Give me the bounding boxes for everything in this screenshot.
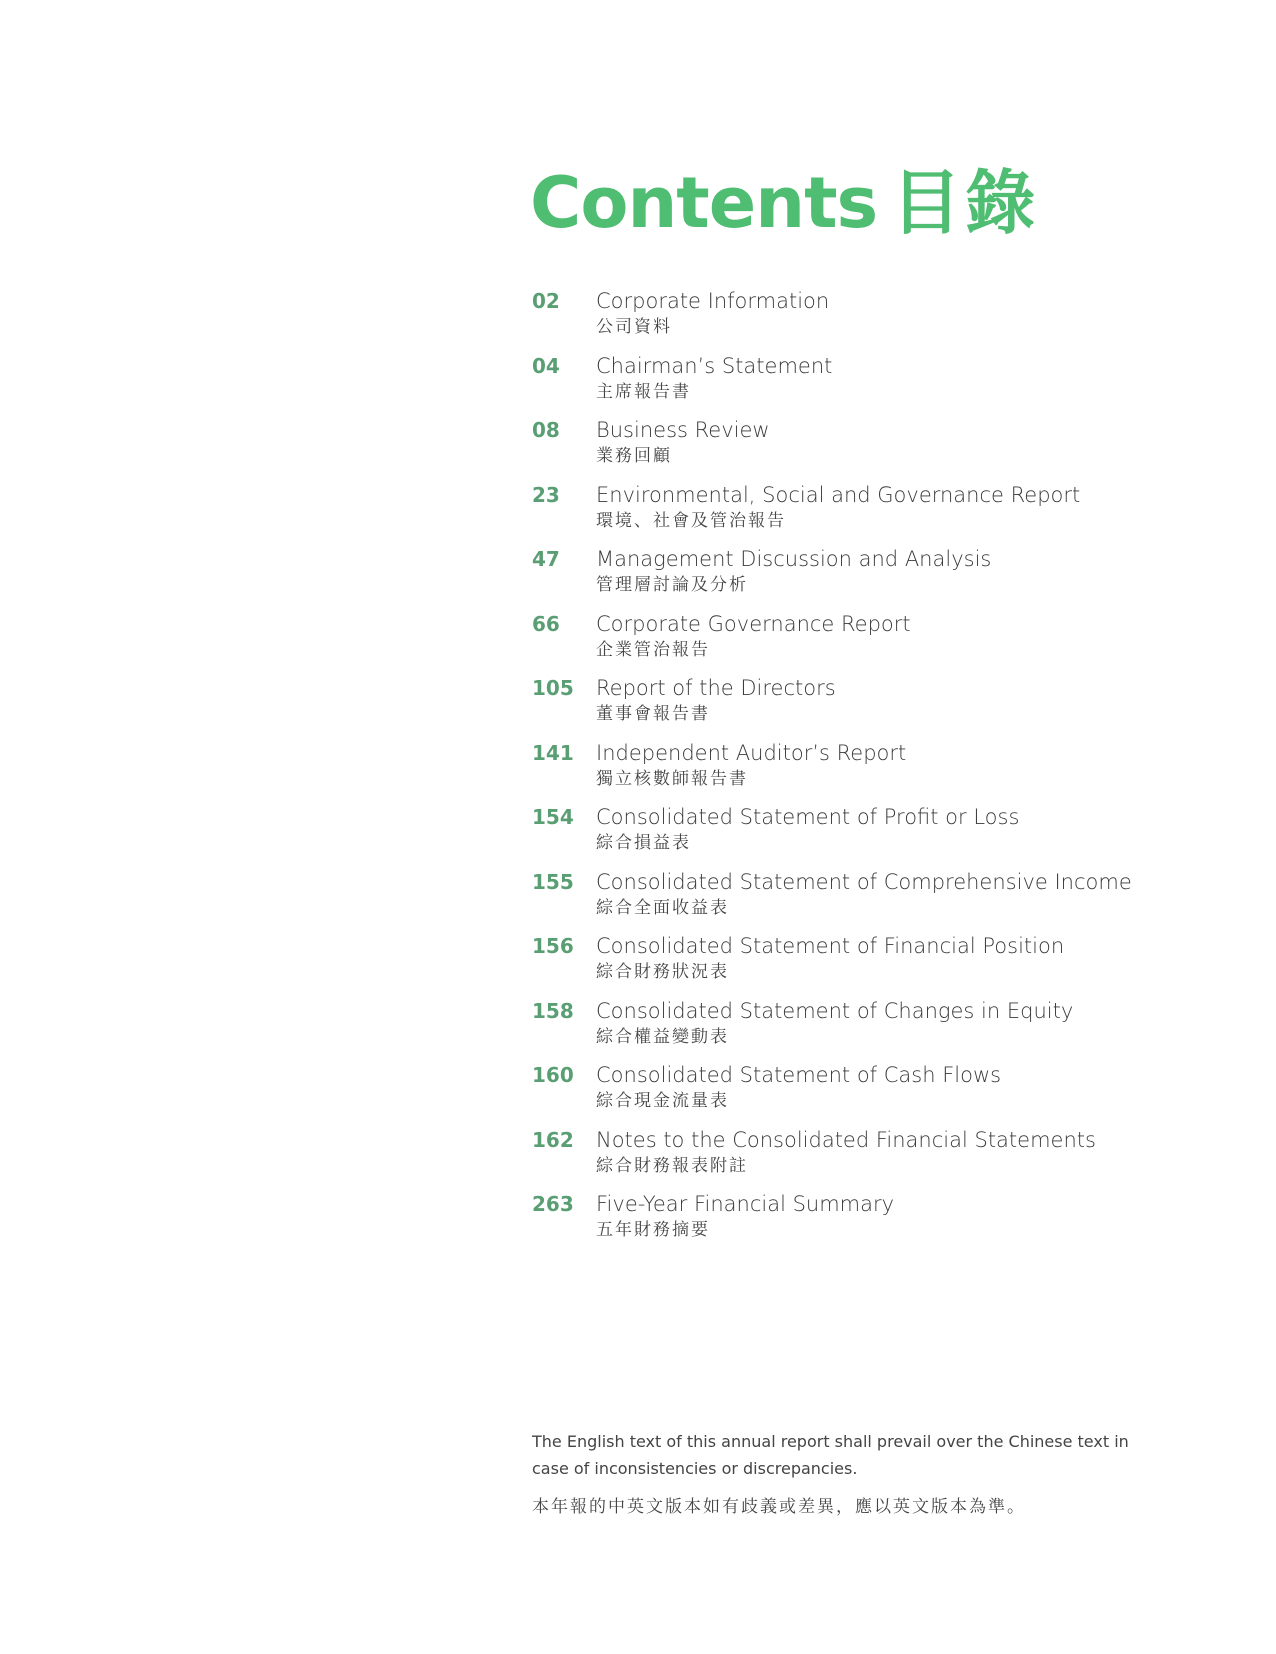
toc-title-en: Consolidated Statement of Profit or Loss [596,805,1020,829]
toc-title-en: Consolidated Statement of Cash Flows [596,1063,1002,1087]
toc-page-number: 08 [532,418,560,442]
table-of-contents [532,287,1172,1255]
toc-item[interactable] [532,868,1172,933]
toc-title-zh: 管理層討論及分析 [596,575,748,595]
toc-entry-text [596,1190,894,1242]
toc-entry-text [596,545,991,597]
disclaimer-zh: 本年報的中英文版本如有歧義或差異，應以英文版本為準。 [532,1497,1026,1517]
toc-item[interactable] [532,739,1172,804]
toc-title-zh: 五年財務摘要 [596,1220,710,1240]
toc-title-zh: 綜合財務狀況表 [596,962,729,982]
toc-title-en: Corporate Information [596,289,830,313]
toc-title-zh: 環境、社會及管治報告 [596,510,786,531]
toc-entry-text [596,610,911,662]
toc-page-number: 105 [532,676,574,700]
toc-page-number: 141 [532,740,574,765]
disclaimer-en: The English text of this annual report shall prevail over the Chinese text in case of inconsistencies or discrepancies. [532,1432,1129,1478]
toc-entry-text [596,1126,1096,1178]
toc-page-number: 23 [532,482,560,507]
toc-title-en: Consolidated Statement of Comprehensive Income [596,869,1132,894]
toc-item[interactable] [532,287,1172,352]
language-disclaimer [532,1428,1152,1520]
toc-entry-text [596,416,770,468]
toc-item[interactable] [532,545,1172,610]
toc-entry-text [596,674,836,726]
toc-title-en: Five-Year Financial Summary [596,1192,895,1216]
toc-title-en: Consolidated Statement of Financial Position [596,934,1065,958]
toc-item[interactable] [532,674,1172,739]
toc-item[interactable] [532,932,1172,997]
toc-title-en: Business Review [596,418,770,442]
toc-item[interactable] [532,352,1172,417]
toc-title-zh: 主席報告書 [596,381,691,402]
toc-page-number: 156 [532,934,574,958]
toc-title-zh: 董事會報告書 [596,704,710,724]
toc-title-en: Corporate Governance Report [596,611,911,636]
toc-item[interactable] [532,481,1172,546]
toc-item[interactable] [532,997,1172,1062]
page-title-zh: 目錄 [891,162,1040,244]
toc-title-zh: 綜合現金流量表 [596,1091,729,1111]
toc-title-zh: 獨立核數師報告書 [596,768,748,789]
toc-title-zh: 業務回顧 [596,446,672,466]
toc-entry-text [596,287,829,339]
toc-title-en: Consolidated Statement of Changes in Equity [596,998,1074,1023]
toc-title-zh: 企業管治報告 [596,639,710,660]
toc-title-en: Independent Auditor’s Report [596,740,907,765]
toc-page-number: 04 [532,353,560,378]
toc-entry-text [596,932,1064,984]
toc-title-zh: 公司資料 [596,317,672,337]
toc-entry-text [596,352,832,404]
toc-title-en: Chairman’s Statement [596,353,833,378]
toc-item[interactable] [532,803,1172,868]
toc-page-number: 162 [532,1127,574,1152]
toc-page-number: 158 [532,998,574,1023]
toc-page-number: 66 [532,611,560,636]
toc-entry-text [596,739,906,791]
toc-item[interactable] [532,1126,1172,1191]
toc-item[interactable] [532,416,1172,481]
toc-entry-text [596,481,1080,533]
toc-title-en: Environmental, Social and Governance Report [596,482,1081,507]
page-title [530,162,1040,244]
toc-page-number: 02 [532,289,560,313]
toc-entry-text [596,997,1073,1049]
toc-title-zh: 綜合全面收益表 [596,897,729,918]
toc-title-en: Notes to the Consolidated Financial Statements [596,1127,1096,1152]
toc-page-number: 160 [532,1063,574,1087]
toc-title-zh: 綜合權益變動表 [596,1026,729,1047]
toc-title-zh: 綜合財務報表附註 [596,1155,748,1176]
toc-page-number: 154 [532,805,574,829]
toc-entry-text [596,803,1019,855]
toc-entry-text [596,868,1132,920]
page-title-en: Contents [530,162,878,244]
toc-item[interactable] [532,610,1172,675]
toc-entry-text [596,1061,1001,1113]
toc-title-en: Management Discussion and Analysis [596,547,992,571]
toc-page-number: 155 [532,869,574,894]
toc-page-number: 47 [532,547,560,571]
toc-title-zh: 綜合損益表 [596,833,691,853]
toc-title-en: Report of the Directors [596,676,836,700]
toc-page-number: 263 [532,1192,574,1216]
toc-item[interactable] [532,1061,1172,1126]
toc-item[interactable] [532,1190,1172,1255]
